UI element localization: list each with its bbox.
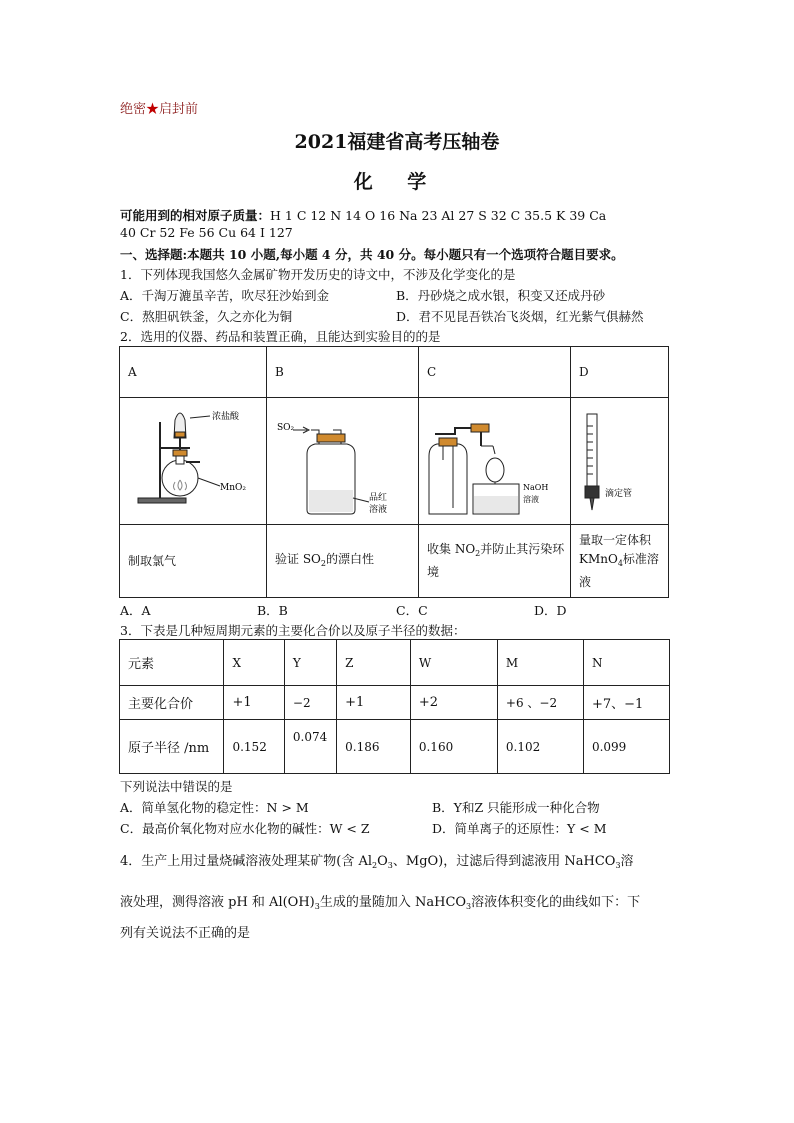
q3-header-z: Z bbox=[337, 640, 411, 686]
q3-header-n: N bbox=[583, 640, 669, 686]
q1-option-b: B．丹砂烧之成水银，积变又还成丹砂 bbox=[396, 288, 606, 303]
q2-option-b: B．B bbox=[257, 603, 288, 618]
q3-valence-y: −2 bbox=[284, 686, 336, 720]
so2-label: SO₂ bbox=[277, 423, 295, 433]
q2-header-c: C bbox=[419, 347, 571, 398]
mno2-label: MnO₂ bbox=[220, 483, 246, 493]
q3-valence-n: +7、−1 bbox=[583, 686, 669, 720]
q3-after: 下列说法中错误的是 bbox=[120, 779, 233, 794]
secret-prefix: 绝密 bbox=[120, 102, 147, 117]
q2-option-c: C．C bbox=[396, 603, 428, 618]
q2-caption-c: 收集 $NO_2$并防止其污染环境 bbox=[419, 525, 571, 598]
naoh-label: NaOH bbox=[523, 483, 549, 492]
q2-header-a: A bbox=[120, 347, 267, 398]
apparatus-b-cell bbox=[267, 398, 419, 525]
q3-stem: 3．下表是几种短周期元素的主要化合价以及原子半径的数据： bbox=[120, 623, 466, 638]
q3-valence-z: +1 bbox=[337, 686, 411, 720]
star-icon: ★ bbox=[146, 102, 160, 117]
so2-bleaching-diagram bbox=[267, 398, 418, 524]
q1-option-c: C．熬胆矾铁釜，久之亦化为铜 bbox=[120, 309, 293, 324]
burette-label: 滴定管 bbox=[605, 489, 633, 499]
magenta-dye-label2: 溶液 bbox=[369, 505, 388, 515]
q3-table bbox=[119, 639, 670, 774]
q3-radius-z: 0.186 bbox=[337, 720, 411, 774]
naoh-solution-label: 溶液 bbox=[523, 495, 539, 504]
q3-radius-m: 0.102 bbox=[497, 720, 583, 774]
atomic-masses-line1 bbox=[120, 206, 606, 224]
burette-diagram bbox=[571, 398, 668, 524]
secret-suffix: 启封前 bbox=[159, 102, 199, 117]
q3-header-x: X bbox=[224, 640, 284, 686]
q2-stem: 2．选用的仪器、药品和装置正确，且能达到实验目的的是 bbox=[120, 329, 441, 344]
q3-radius-label: 原子半径 /nm bbox=[120, 720, 224, 774]
subject-title: 化 学 bbox=[353, 171, 441, 193]
q3-valence-m: +6 、−2 bbox=[497, 686, 583, 720]
confidential-mark bbox=[120, 98, 198, 117]
q3-valence-label: 主要化合价 bbox=[120, 686, 224, 720]
q3-valence-w: +2 bbox=[410, 686, 497, 720]
q4-line2: 液处理，测得溶液 pH 和 $Al(OH)_3$生成的量随加入 NaHCO$_3$溶液体积变化的曲线如下：下 bbox=[120, 895, 641, 911]
exam-title: 2021福建省高考压轴卷 bbox=[294, 131, 500, 153]
section-heading: 一、选择题:本题共 10 小题,每小题 4 分，共 40 分。每小题只有一个选项符合题目要求。 bbox=[120, 247, 624, 262]
q2-option-d: D．D bbox=[534, 603, 567, 618]
chlorine-apparatus-diagram bbox=[120, 398, 266, 524]
q3-radius-w: 0.160 bbox=[410, 720, 497, 774]
apparatus-c-cell bbox=[419, 398, 571, 525]
q3-radius-y: 0.074 bbox=[284, 720, 336, 774]
q2-option-a: A．A bbox=[120, 603, 151, 618]
q2-header-b: B bbox=[267, 347, 419, 398]
q3-header-w: W bbox=[410, 640, 497, 686]
apparatus-a-cell bbox=[120, 398, 267, 525]
q3-header-element: 元素 bbox=[120, 640, 224, 686]
atomic-masses-line2: 40 Cr 52 Fe 56 Cu 64 I 127 bbox=[120, 225, 293, 240]
q4-line1: 4．生产上用过量烧碱溶液处理某矿物(含 $Al_2O_3$、MgO)，过滤后得到滤液用 NaHCO$_3$溶 bbox=[120, 854, 634, 870]
atomic-masses-label: 可能用到的相对原子质量： bbox=[120, 208, 271, 223]
q2-caption-b: 验证 $SO_2$的漂白性 bbox=[267, 525, 419, 598]
q3-option-c: C．最高价氧化物对应水化物的碱性：W < Z bbox=[120, 821, 370, 836]
magenta-dye-label1: 品红 bbox=[369, 493, 388, 503]
apparatus-d-cell bbox=[571, 398, 669, 525]
q2-caption-a: 制取氯气 bbox=[120, 525, 267, 598]
q2-header-d: D bbox=[571, 347, 669, 398]
q2-caption-d: 量取一定体积 KMnO$_4$标准溶液 bbox=[571, 525, 669, 598]
atomic-masses-values1: H 1 C 12 N 14 O 16 Na 23 Al 27 S 32 C 35.5 K 39 Ca bbox=[270, 208, 607, 223]
q1-option-d: D．君不见昆吾铁冶飞炎烟，红光紫气俱赫然 bbox=[396, 309, 644, 324]
q2-table bbox=[119, 346, 669, 598]
q3-radius-n: 0.099 bbox=[583, 720, 669, 774]
q3-option-a: A．简单氢化物的稳定性：N > M bbox=[120, 800, 309, 815]
no2-collection-diagram bbox=[419, 398, 570, 524]
q3-radius-x: 0.152 bbox=[224, 720, 284, 774]
q3-option-d: D．简单离子的还原性：Y < M bbox=[432, 821, 607, 836]
q1-option-a: A．千淘万漉虽辛苦，吹尽狂沙始到金 bbox=[120, 288, 330, 303]
q1-stem: 1．下列体现我国悠久金属矿物开发历史的诗文中，不涉及化学变化的是 bbox=[120, 267, 516, 282]
q3-header-y: Y bbox=[284, 640, 336, 686]
q4-line3: 列有关说法不正确的是 bbox=[120, 926, 251, 941]
q3-option-b: B．Y和Z 只能形成一种化合物 bbox=[432, 800, 600, 815]
concentrated-hcl-label: 浓盐酸 bbox=[212, 412, 240, 422]
q3-header-m: M bbox=[497, 640, 583, 686]
q3-valence-x: +1 bbox=[224, 686, 284, 720]
